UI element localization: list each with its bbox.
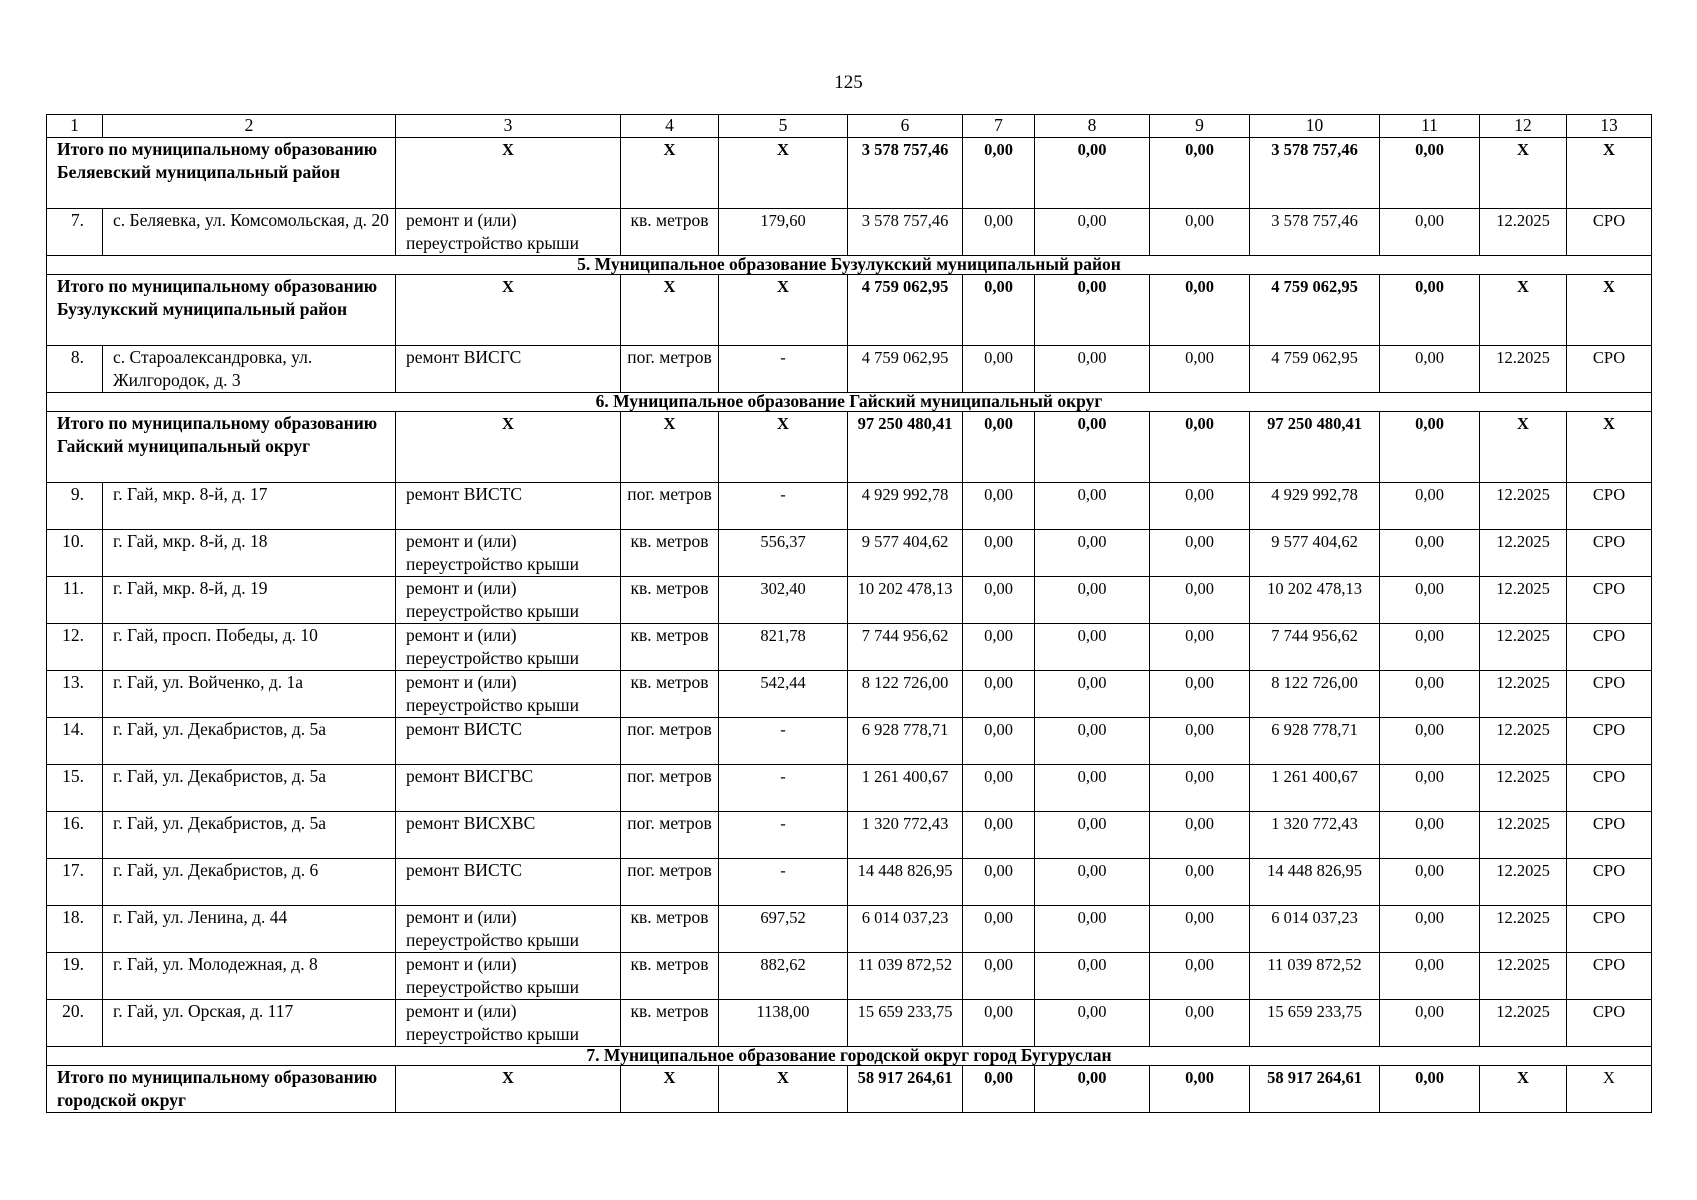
value-c13: СРО xyxy=(1567,209,1652,256)
value-c6: 10 202 478,13 xyxy=(848,577,963,624)
work-type-cell: ремонт ВИСТС xyxy=(396,859,621,906)
value-c11: 0,00 xyxy=(1380,953,1480,1000)
value-c5: - xyxy=(719,765,848,812)
value-c10: 4 929 992,78 xyxy=(1250,483,1380,530)
subtotal-c5: Х xyxy=(719,275,848,346)
subtotal-c13: Х xyxy=(1567,1066,1652,1113)
value-c12: 12.2025 xyxy=(1480,209,1567,256)
value-c8: 0,00 xyxy=(1035,624,1150,671)
value-c5: - xyxy=(719,346,848,393)
value-c11: 0,00 xyxy=(1380,671,1480,718)
value-c11: 0,00 xyxy=(1380,530,1480,577)
value-c12: 12.2025 xyxy=(1480,346,1567,393)
address-cell: с. Староалександровка, ул. Жилгородок, д. 3 xyxy=(103,346,396,393)
value-c8: 0,00 xyxy=(1035,577,1150,624)
subtotal-c6: 3 578 757,46 xyxy=(848,138,963,209)
value-c7: 0,00 xyxy=(963,812,1035,859)
work-type-cell: ремонт и (или) переустройство крыши xyxy=(396,209,621,256)
value-c13: СРО xyxy=(1567,671,1652,718)
subtotal-label: Итого по муниципальному образованию Бузулукский муниципальный район xyxy=(47,275,396,346)
row-number: 10. xyxy=(47,530,103,577)
unit-cell: пог. метров xyxy=(621,765,719,812)
work-type-cell: ремонт и (или) переустройство крыши xyxy=(396,1000,621,1047)
subtotal-label: Итого по муниципальному образованию Беляевский муниципальный район xyxy=(47,138,396,209)
subtotal-c12: Х xyxy=(1480,1066,1567,1113)
table-row xyxy=(47,859,1652,906)
subtotal-c9: 0,00 xyxy=(1150,138,1250,209)
table-row xyxy=(47,209,1652,256)
column-number-cell: 3 xyxy=(396,115,621,138)
value-c6: 1 261 400,67 xyxy=(848,765,963,812)
subtotal-c6: 97 250 480,41 xyxy=(848,412,963,483)
value-c7: 0,00 xyxy=(963,671,1035,718)
unit-cell: кв. метров xyxy=(621,1000,719,1047)
subtotal-c11: 0,00 xyxy=(1380,138,1480,209)
subtotal-row xyxy=(47,1066,1652,1113)
table-row xyxy=(47,624,1652,671)
value-c5: 882,62 xyxy=(719,953,848,1000)
value-c12: 12.2025 xyxy=(1480,1000,1567,1047)
value-c12: 12.2025 xyxy=(1480,530,1567,577)
column-number-cell: 13 xyxy=(1567,115,1652,138)
value-c10: 10 202 478,13 xyxy=(1250,577,1380,624)
unit-cell: пог. метров xyxy=(621,718,719,765)
value-c12: 12.2025 xyxy=(1480,953,1567,1000)
subtotal-c4: Х xyxy=(621,275,719,346)
value-c10: 4 759 062,95 xyxy=(1250,346,1380,393)
unit-cell: кв. метров xyxy=(621,530,719,577)
table-body xyxy=(47,115,1652,1113)
value-c12: 12.2025 xyxy=(1480,483,1567,530)
subtotal-c8: 0,00 xyxy=(1035,412,1150,483)
subtotal-c3: Х xyxy=(396,412,621,483)
value-c11: 0,00 xyxy=(1380,624,1480,671)
value-c9: 0,00 xyxy=(1150,953,1250,1000)
table-row xyxy=(47,765,1652,812)
value-c12: 12.2025 xyxy=(1480,577,1567,624)
value-c12: 12.2025 xyxy=(1480,718,1567,765)
unit-cell: кв. метров xyxy=(621,577,719,624)
unit-cell: кв. метров xyxy=(621,671,719,718)
column-number-cell: 4 xyxy=(621,115,719,138)
row-number: 20. xyxy=(47,1000,103,1047)
value-c5: 179,60 xyxy=(719,209,848,256)
value-c10: 15 659 233,75 xyxy=(1250,1000,1380,1047)
work-type-cell: ремонт ВИСТС xyxy=(396,718,621,765)
column-number-cell: 5 xyxy=(719,115,848,138)
subtotal-c12: Х xyxy=(1480,138,1567,209)
value-c12: 12.2025 xyxy=(1480,765,1567,812)
table-row xyxy=(47,1000,1652,1047)
work-type-cell: ремонт ВИСХВС xyxy=(396,812,621,859)
value-c11: 0,00 xyxy=(1380,765,1480,812)
page-number: 125 xyxy=(834,72,863,93)
value-c8: 0,00 xyxy=(1035,530,1150,577)
subtotal-c6: 58 917 264,61 xyxy=(848,1066,963,1113)
row-number: 9. xyxy=(47,483,103,530)
row-number: 16. xyxy=(47,812,103,859)
unit-cell: кв. метров xyxy=(621,624,719,671)
value-c9: 0,00 xyxy=(1150,624,1250,671)
column-number-cell: 11 xyxy=(1380,115,1480,138)
value-c9: 0,00 xyxy=(1150,209,1250,256)
subtotal-c11: 0,00 xyxy=(1380,275,1480,346)
value-c6: 14 448 826,95 xyxy=(848,859,963,906)
table-row xyxy=(47,953,1652,1000)
unit-cell: пог. метров xyxy=(621,859,719,906)
address-cell: г. Гай, мкр. 8-й, д. 17 xyxy=(103,483,396,530)
row-number: 19. xyxy=(47,953,103,1000)
value-c10: 1 261 400,67 xyxy=(1250,765,1380,812)
value-c11: 0,00 xyxy=(1380,859,1480,906)
column-number-cell: 12 xyxy=(1480,115,1567,138)
row-number: 18. xyxy=(47,906,103,953)
row-number: 14. xyxy=(47,718,103,765)
value-c10: 7 744 956,62 xyxy=(1250,624,1380,671)
column-number-cell: 7 xyxy=(963,115,1035,138)
value-c8: 0,00 xyxy=(1035,906,1150,953)
subtotal-c9: 0,00 xyxy=(1150,1066,1250,1113)
subtotal-c7: 0,00 xyxy=(963,1066,1035,1113)
subtotal-c4: Х xyxy=(621,138,719,209)
value-c11: 0,00 xyxy=(1380,483,1480,530)
subtotal-c11: 0,00 xyxy=(1380,412,1480,483)
value-c10: 11 039 872,52 xyxy=(1250,953,1380,1000)
subtotal-c4: Х xyxy=(621,1066,719,1113)
column-number-cell: 2 xyxy=(103,115,396,138)
address-cell: г. Гай, ул. Ленина, д. 44 xyxy=(103,906,396,953)
value-c10: 3 578 757,46 xyxy=(1250,209,1380,256)
row-number: 12. xyxy=(47,624,103,671)
value-c9: 0,00 xyxy=(1150,906,1250,953)
value-c8: 0,00 xyxy=(1035,812,1150,859)
value-c8: 0,00 xyxy=(1035,953,1150,1000)
address-cell: г. Гай, мкр. 8-й, д. 19 xyxy=(103,577,396,624)
value-c7: 0,00 xyxy=(963,859,1035,906)
unit-cell: пог. метров xyxy=(621,346,719,393)
capital-repair-table xyxy=(46,114,1652,1113)
value-c9: 0,00 xyxy=(1150,483,1250,530)
subtotal-c10: 97 250 480,41 xyxy=(1250,412,1380,483)
value-c5: - xyxy=(719,859,848,906)
value-c13: СРО xyxy=(1567,718,1652,765)
column-number-cell: 8 xyxy=(1035,115,1150,138)
section-heading-row xyxy=(47,1047,1652,1066)
subtotal-label: Итого по муниципальному образованию Гайский муниципальный округ xyxy=(47,412,396,483)
value-c5: - xyxy=(719,812,848,859)
table-row xyxy=(47,346,1652,393)
address-cell: г. Гай, ул. Орская, д. 117 xyxy=(103,1000,396,1047)
value-c8: 0,00 xyxy=(1035,483,1150,530)
value-c9: 0,00 xyxy=(1150,765,1250,812)
work-type-cell: ремонт ВИСГС xyxy=(396,346,621,393)
column-number-header xyxy=(47,115,1652,138)
value-c6: 6 928 778,71 xyxy=(848,718,963,765)
subtotal-c7: 0,00 xyxy=(963,138,1035,209)
table-row xyxy=(47,906,1652,953)
table-row xyxy=(47,577,1652,624)
address-cell: г. Гай, ул. Войченко, д. 1а xyxy=(103,671,396,718)
value-c10: 14 448 826,95 xyxy=(1250,859,1380,906)
value-c13: СРО xyxy=(1567,906,1652,953)
subtotal-c8: 0,00 xyxy=(1035,138,1150,209)
value-c8: 0,00 xyxy=(1035,1000,1150,1047)
table-row xyxy=(47,718,1652,765)
work-type-cell: ремонт ВИСГВС xyxy=(396,765,621,812)
value-c6: 7 744 956,62 xyxy=(848,624,963,671)
unit-cell: кв. метров xyxy=(621,953,719,1000)
subtotal-c3: Х xyxy=(396,1066,621,1113)
subtotal-c12: Х xyxy=(1480,412,1567,483)
work-type-cell: ремонт и (или) переустройство крыши xyxy=(396,953,621,1000)
column-number-cell: 10 xyxy=(1250,115,1380,138)
subtotal-c7: 0,00 xyxy=(963,412,1035,483)
value-c8: 0,00 xyxy=(1035,859,1150,906)
value-c9: 0,00 xyxy=(1150,1000,1250,1047)
value-c9: 0,00 xyxy=(1150,671,1250,718)
value-c8: 0,00 xyxy=(1035,671,1150,718)
value-c13: СРО xyxy=(1567,812,1652,859)
unit-cell: кв. метров xyxy=(621,209,719,256)
value-c11: 0,00 xyxy=(1380,577,1480,624)
value-c12: 12.2025 xyxy=(1480,859,1567,906)
subtotal-c9: 0,00 xyxy=(1150,412,1250,483)
subtotal-c4: Х xyxy=(621,412,719,483)
column-number-cell: 9 xyxy=(1150,115,1250,138)
value-c13: СРО xyxy=(1567,530,1652,577)
column-number-cell: 1 xyxy=(47,115,103,138)
value-c6: 9 577 404,62 xyxy=(848,530,963,577)
subtotal-c10: 4 759 062,95 xyxy=(1250,275,1380,346)
value-c13: СРО xyxy=(1567,483,1652,530)
value-c6: 4 929 992,78 xyxy=(848,483,963,530)
value-c10: 1 320 772,43 xyxy=(1250,812,1380,859)
value-c5: 1138,00 xyxy=(719,1000,848,1047)
value-c5: 697,52 xyxy=(719,906,848,953)
value-c8: 0,00 xyxy=(1035,718,1150,765)
subtotal-row xyxy=(47,412,1652,483)
subtotal-c5: Х xyxy=(719,412,848,483)
subtotal-label: Итого по муниципальному образованию городской округ xyxy=(47,1066,396,1113)
table-row xyxy=(47,812,1652,859)
subtotal-c7: 0,00 xyxy=(963,275,1035,346)
row-number: 15. xyxy=(47,765,103,812)
value-c11: 0,00 xyxy=(1380,718,1480,765)
subtotal-row xyxy=(47,275,1652,346)
section-heading-row xyxy=(47,256,1652,275)
section-title: 6. Муниципальное образование Гайский муниципальный округ xyxy=(47,393,1652,412)
value-c5: 302,40 xyxy=(719,577,848,624)
subtotal-c13: Х xyxy=(1567,275,1652,346)
value-c7: 0,00 xyxy=(963,577,1035,624)
value-c7: 0,00 xyxy=(963,953,1035,1000)
value-c6: 1 320 772,43 xyxy=(848,812,963,859)
value-c7: 0,00 xyxy=(963,765,1035,812)
subtotal-c8: 0,00 xyxy=(1035,1066,1150,1113)
value-c10: 8 122 726,00 xyxy=(1250,671,1380,718)
address-cell: г. Гай, ул. Молодежная, д. 8 xyxy=(103,953,396,1000)
value-c11: 0,00 xyxy=(1380,906,1480,953)
value-c6: 6 014 037,23 xyxy=(848,906,963,953)
subtotal-c6: 4 759 062,95 xyxy=(848,275,963,346)
subtotal-row xyxy=(47,138,1652,209)
value-c13: СРО xyxy=(1567,765,1652,812)
value-c13: СРО xyxy=(1567,577,1652,624)
value-c6: 15 659 233,75 xyxy=(848,1000,963,1047)
table-row xyxy=(47,671,1652,718)
work-type-cell: ремонт и (или) переустройство крыши xyxy=(396,906,621,953)
value-c5: - xyxy=(719,718,848,765)
value-c5: 542,44 xyxy=(719,671,848,718)
address-cell: г. Гай, ул. Декабристов, д. 5а xyxy=(103,718,396,765)
value-c8: 0,00 xyxy=(1035,765,1150,812)
value-c7: 0,00 xyxy=(963,530,1035,577)
subtotal-c8: 0,00 xyxy=(1035,275,1150,346)
work-type-cell: ремонт и (или) переустройство крыши xyxy=(396,624,621,671)
subtotal-c3: Х xyxy=(396,275,621,346)
value-c11: 0,00 xyxy=(1380,1000,1480,1047)
unit-cell: пог. метров xyxy=(621,812,719,859)
row-number: 17. xyxy=(47,859,103,906)
subtotal-c13: Х xyxy=(1567,412,1652,483)
value-c10: 9 577 404,62 xyxy=(1250,530,1380,577)
value-c9: 0,00 xyxy=(1150,718,1250,765)
subtotal-c10: 3 578 757,46 xyxy=(1250,138,1380,209)
address-cell: с. Беляевка, ул. Комсомольская, д. 20 xyxy=(103,209,396,256)
value-c13: СРО xyxy=(1567,1000,1652,1047)
address-cell: г. Гай, мкр. 8-й, д. 18 xyxy=(103,530,396,577)
value-c6: 11 039 872,52 xyxy=(848,953,963,1000)
value-c13: СРО xyxy=(1567,624,1652,671)
unit-cell: пог. метров xyxy=(621,483,719,530)
value-c6: 8 122 726,00 xyxy=(848,671,963,718)
subtotal-c3: Х xyxy=(396,138,621,209)
value-c7: 0,00 xyxy=(963,209,1035,256)
value-c5: 556,37 xyxy=(719,530,848,577)
value-c5: - xyxy=(719,483,848,530)
work-type-cell: ремонт и (или) переустройство крыши xyxy=(396,530,621,577)
row-number: 7. xyxy=(47,209,103,256)
section-heading-row xyxy=(47,393,1652,412)
value-c10: 6 014 037,23 xyxy=(1250,906,1380,953)
value-c13: СРО xyxy=(1567,953,1652,1000)
value-c13: СРО xyxy=(1567,346,1652,393)
section-title: 5. Муниципальное образование Бузулукский муниципальный район xyxy=(47,256,1652,275)
address-cell: г. Гай, ул. Декабристов, д. 5а xyxy=(103,765,396,812)
value-c9: 0,00 xyxy=(1150,812,1250,859)
value-c11: 0,00 xyxy=(1380,209,1480,256)
value-c5: 821,78 xyxy=(719,624,848,671)
value-c12: 12.2025 xyxy=(1480,624,1567,671)
subtotal-c12: Х xyxy=(1480,275,1567,346)
value-c9: 0,00 xyxy=(1150,859,1250,906)
address-cell: г. Гай, ул. Декабристов, д. 5а xyxy=(103,812,396,859)
value-c9: 0,00 xyxy=(1150,577,1250,624)
value-c11: 0,00 xyxy=(1380,812,1480,859)
address-cell: г. Гай, ул. Декабристов, д. 6 xyxy=(103,859,396,906)
section-title: 7. Муниципальное образование городской округ город Бугуруслан xyxy=(47,1047,1652,1066)
row-number: 8. xyxy=(47,346,103,393)
row-number: 13. xyxy=(47,671,103,718)
subtotal-c5: Х xyxy=(719,1066,848,1113)
work-type-cell: ремонт ВИСТС xyxy=(396,483,621,530)
value-c7: 0,00 xyxy=(963,1000,1035,1047)
value-c10: 6 928 778,71 xyxy=(1250,718,1380,765)
value-c6: 4 759 062,95 xyxy=(848,346,963,393)
address-cell: г. Гай, просп. Победы, д. 10 xyxy=(103,624,396,671)
value-c6: 3 578 757,46 xyxy=(848,209,963,256)
value-c7: 0,00 xyxy=(963,718,1035,765)
value-c7: 0,00 xyxy=(963,346,1035,393)
value-c7: 0,00 xyxy=(963,906,1035,953)
value-c12: 12.2025 xyxy=(1480,906,1567,953)
work-type-cell: ремонт и (или) переустройство крыши xyxy=(396,577,621,624)
value-c9: 0,00 xyxy=(1150,346,1250,393)
unit-cell: кв. метров xyxy=(621,906,719,953)
subtotal-c9: 0,00 xyxy=(1150,275,1250,346)
subtotal-c11: 0,00 xyxy=(1380,1066,1480,1113)
work-type-cell: ремонт и (или) переустройство крыши xyxy=(396,671,621,718)
subtotal-c5: Х xyxy=(719,138,848,209)
value-c8: 0,00 xyxy=(1035,209,1150,256)
value-c12: 12.2025 xyxy=(1480,671,1567,718)
value-c7: 0,00 xyxy=(963,483,1035,530)
subtotal-c13: Х xyxy=(1567,138,1652,209)
value-c12: 12.2025 xyxy=(1480,812,1567,859)
column-number-cell: 6 xyxy=(848,115,963,138)
value-c8: 0,00 xyxy=(1035,346,1150,393)
value-c9: 0,00 xyxy=(1150,530,1250,577)
value-c11: 0,00 xyxy=(1380,346,1480,393)
value-c13: СРО xyxy=(1567,859,1652,906)
subtotal-c10: 58 917 264,61 xyxy=(1250,1066,1380,1113)
table-row xyxy=(47,483,1652,530)
table-row xyxy=(47,530,1652,577)
row-number: 11. xyxy=(47,577,103,624)
value-c7: 0,00 xyxy=(963,624,1035,671)
